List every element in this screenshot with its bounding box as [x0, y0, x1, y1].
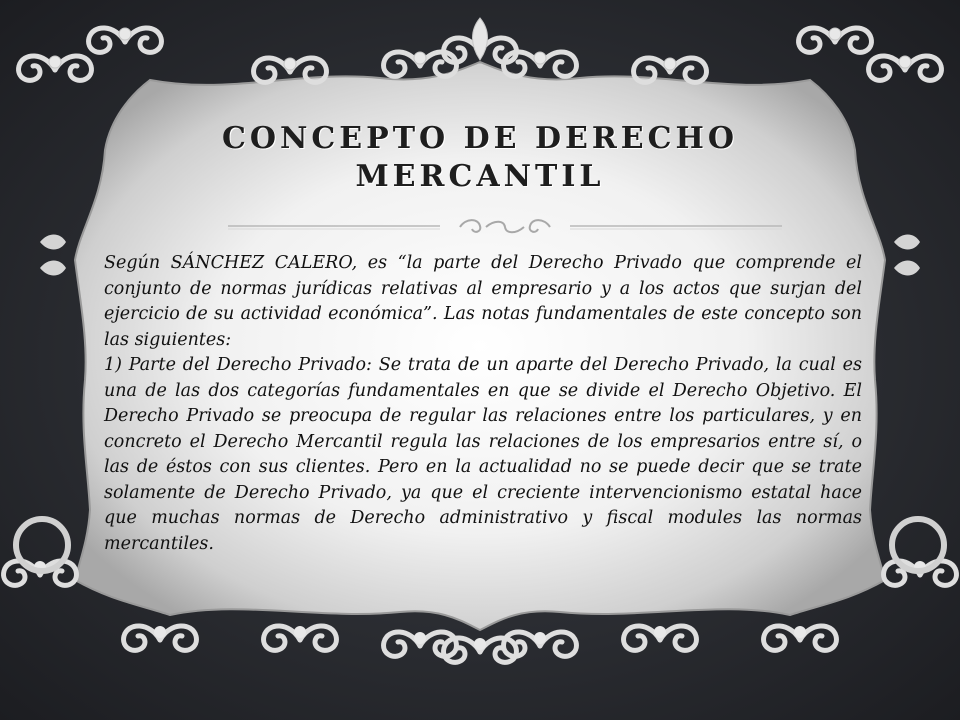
body-paragraph-intro: Según SÁNCHEZ CALERO, es “la parte del Derecho Privado que comprende el conjunto de normas jurídicas relativas al empresario y a los actos que surjan del ejercicio de su actividad económica”. Las notas fundamentales de este concepto son las siguientes:: [104, 253, 862, 350]
title-divider: [228, 214, 782, 238]
body-paragraph-point-1: 1) Parte del Derecho Privado: Se trata de un aparte del Derecho Privado, la cual es una de las dos categorías fundamentales en que se divide el Derecho Objetivo. El Derecho Privado se preocupa de regular las relaciones entre los particulares, y en concreto el Derecho Mercantil regula las relaciones de los empresarios entre sí, o las de éstos con sus clientes. Pero en la actualidad no se puede decir que se trate solamente de Derecho Privado, ya que el creciente intervencionismo estatal hace que muchas normas de Derecho administrativo y fiscal modules las normas mercantiles.: [104, 355, 862, 554]
slide-title: CONCEPTO DE DERECHO MERCANTIL: [222, 121, 738, 194]
slide-body: [104, 251, 862, 557]
